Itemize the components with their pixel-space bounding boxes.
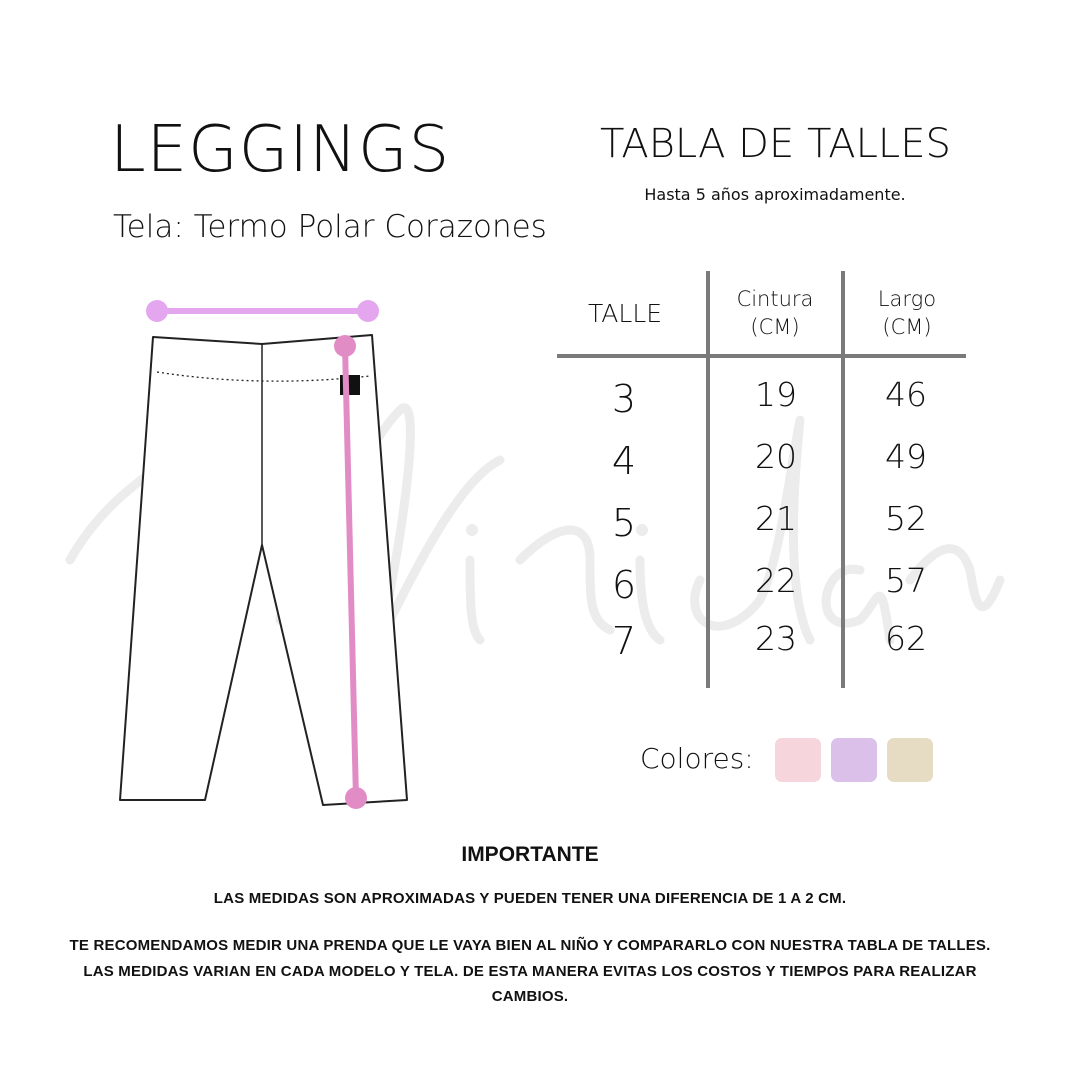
waist-measure-marker	[146, 300, 379, 322]
waist-cell: 19	[755, 375, 797, 414]
waist-cell: 23	[755, 619, 797, 658]
length-cell: 52	[885, 499, 927, 538]
table-column-divider-2	[841, 271, 845, 688]
header-length-unit: (CM)	[882, 315, 932, 340]
table-column-divider-1	[706, 271, 710, 688]
size-cell: 5	[611, 501, 637, 545]
lavender-swatch[interactable]	[831, 738, 877, 782]
beige-swatch[interactable]	[887, 738, 933, 782]
notice-line-2: TE RECOMENDAMOS MEDIR UNA PRENDA QUE LE VAYA BIEN AL NIÑO Y COMPARARLO CON NUESTRA TABLA DE TALLES. LAS MEDIDAS VARIAN EN CADA MODELO Y TELA. DE ESTA MANERA EVITAS LOS COSTOS Y TIEMPOS PARA REALIZAR CAMBIOS.	[69, 937, 991, 1005]
waist-cell: 20	[755, 437, 797, 476]
size-cell: 7	[611, 619, 637, 663]
length-cell: 46	[885, 375, 927, 414]
leggings-outline-icon	[120, 335, 407, 805]
fabric-label: Tela: Termo Polar Corazones	[113, 209, 547, 245]
size-table-title: TABLA DE TALLES	[600, 121, 951, 167]
important-heading: IMPORTANTE	[461, 843, 599, 866]
product-title: LEGGINGS	[110, 113, 451, 187]
header-length	[852, 285, 962, 342]
size-cell: 6	[611, 563, 637, 607]
waist-cell: 21	[755, 499, 797, 538]
header-length-label: Largo	[877, 287, 937, 311]
colors-label: Colores:	[640, 742, 754, 775]
header-size: TALLE	[587, 299, 663, 328]
notice-line-1: LAS MEDIDAS SON APROXIMADAS Y PUEDEN TENER UNA DIFERENCIA DE 1 A 2 CM.	[213, 890, 847, 907]
waist-cell: 22	[755, 561, 797, 600]
header-waist-unit: (CM)	[750, 315, 800, 340]
length-cell: 49	[885, 437, 927, 476]
length-cell: 57	[885, 561, 927, 600]
size-table-note: Hasta 5 años aproximadamente.	[644, 185, 906, 204]
size-cell: 4	[611, 439, 637, 483]
table-header-divider	[557, 354, 966, 358]
pink-swatch[interactable]	[775, 738, 821, 782]
header-waist-label: Cintura	[736, 287, 814, 311]
length-cell: 62	[885, 619, 927, 658]
size-cell: 3	[611, 377, 637, 421]
header-waist	[720, 285, 830, 342]
leggings-diagram	[110, 290, 430, 820]
